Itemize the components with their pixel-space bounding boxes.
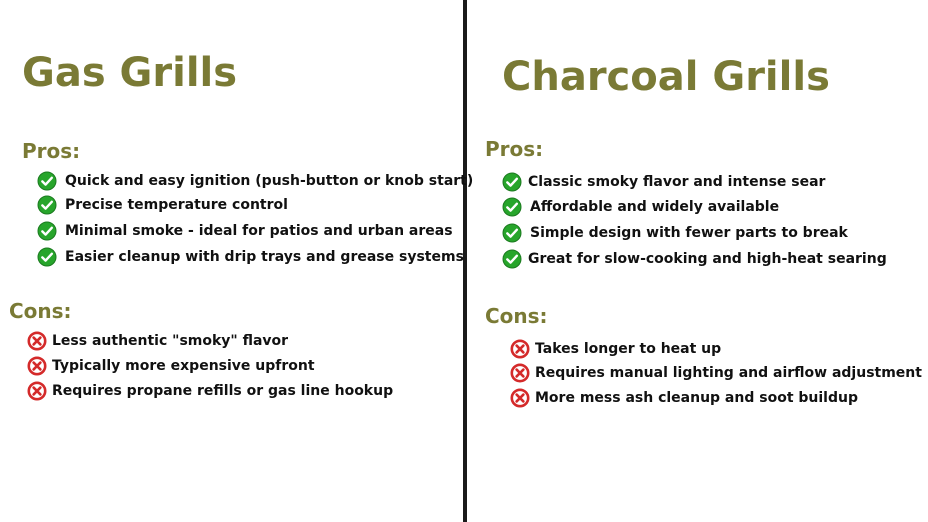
gas-pro-text: Quick and easy ignition (push-button or knob start)	[65, 173, 474, 189]
gas-con-text: Typically more expensive upfront	[52, 358, 315, 374]
charcoal-grills-title: Charcoal Grills	[502, 54, 830, 100]
charcoal-con-item	[510, 388, 858, 408]
charcoal-cons-heading: Cons:	[485, 304, 548, 328]
charcoal-pro-item	[502, 172, 825, 192]
check-icon	[37, 195, 57, 215]
charcoal-pros-heading: Pros:	[485, 137, 544, 161]
gas-pro-text: Easier cleanup with drip trays and grease systems	[65, 249, 464, 265]
check-icon	[37, 221, 57, 241]
cross-icon	[510, 363, 530, 383]
charcoal-pro-text: Great for slow-cooking and high-heat searing	[528, 251, 887, 267]
gas-con-text: Requires propane refills or gas line hookup	[52, 383, 394, 399]
charcoal-pro-item	[502, 197, 779, 217]
charcoal-pro-text: Classic smoky flavor and intense sear	[528, 174, 826, 190]
check-icon	[502, 249, 522, 269]
cross-icon	[510, 339, 530, 359]
cross-icon	[27, 331, 47, 351]
charcoal-con-text: Takes longer to heat up	[535, 341, 722, 357]
gas-pros-heading: Pros:	[22, 139, 81, 163]
gas-pro-item	[37, 195, 288, 215]
charcoal-con-item	[510, 339, 721, 359]
charcoal-pro-item	[502, 249, 887, 269]
charcoal-con-text: More mess ash cleanup and soot buildup	[535, 390, 858, 406]
check-icon	[502, 223, 522, 243]
charcoal-pro-text: Affordable and widely available	[530, 199, 780, 215]
gas-pro-item	[37, 171, 473, 191]
gas-con-item	[27, 381, 393, 401]
gas-pro-item	[37, 221, 453, 241]
charcoal-con-text: Requires manual lighting and airflow adjustment	[535, 365, 922, 381]
gas-pro-text: Minimal smoke - ideal for patios and urban areas	[65, 223, 453, 239]
gas-grills-title: Gas Grills	[22, 50, 238, 96]
gas-pro-item	[37, 247, 464, 267]
cross-icon	[27, 356, 47, 376]
check-icon	[502, 172, 522, 192]
check-icon	[502, 197, 522, 217]
check-icon	[37, 247, 57, 267]
charcoal-pro-item	[502, 223, 848, 243]
gas-cons-heading: Cons:	[9, 299, 72, 323]
gas-con-item	[27, 356, 315, 376]
charcoal-con-item	[510, 363, 922, 383]
gas-con-text: Less authentic "smoky" flavor	[52, 333, 289, 349]
charcoal-pro-text: Simple design with fewer parts to break	[530, 225, 848, 241]
gas-pro-text: Precise temperature control	[65, 197, 288, 213]
check-icon	[37, 171, 57, 191]
cross-icon	[510, 388, 530, 408]
gas-con-item	[27, 331, 288, 351]
cross-icon	[27, 381, 47, 401]
